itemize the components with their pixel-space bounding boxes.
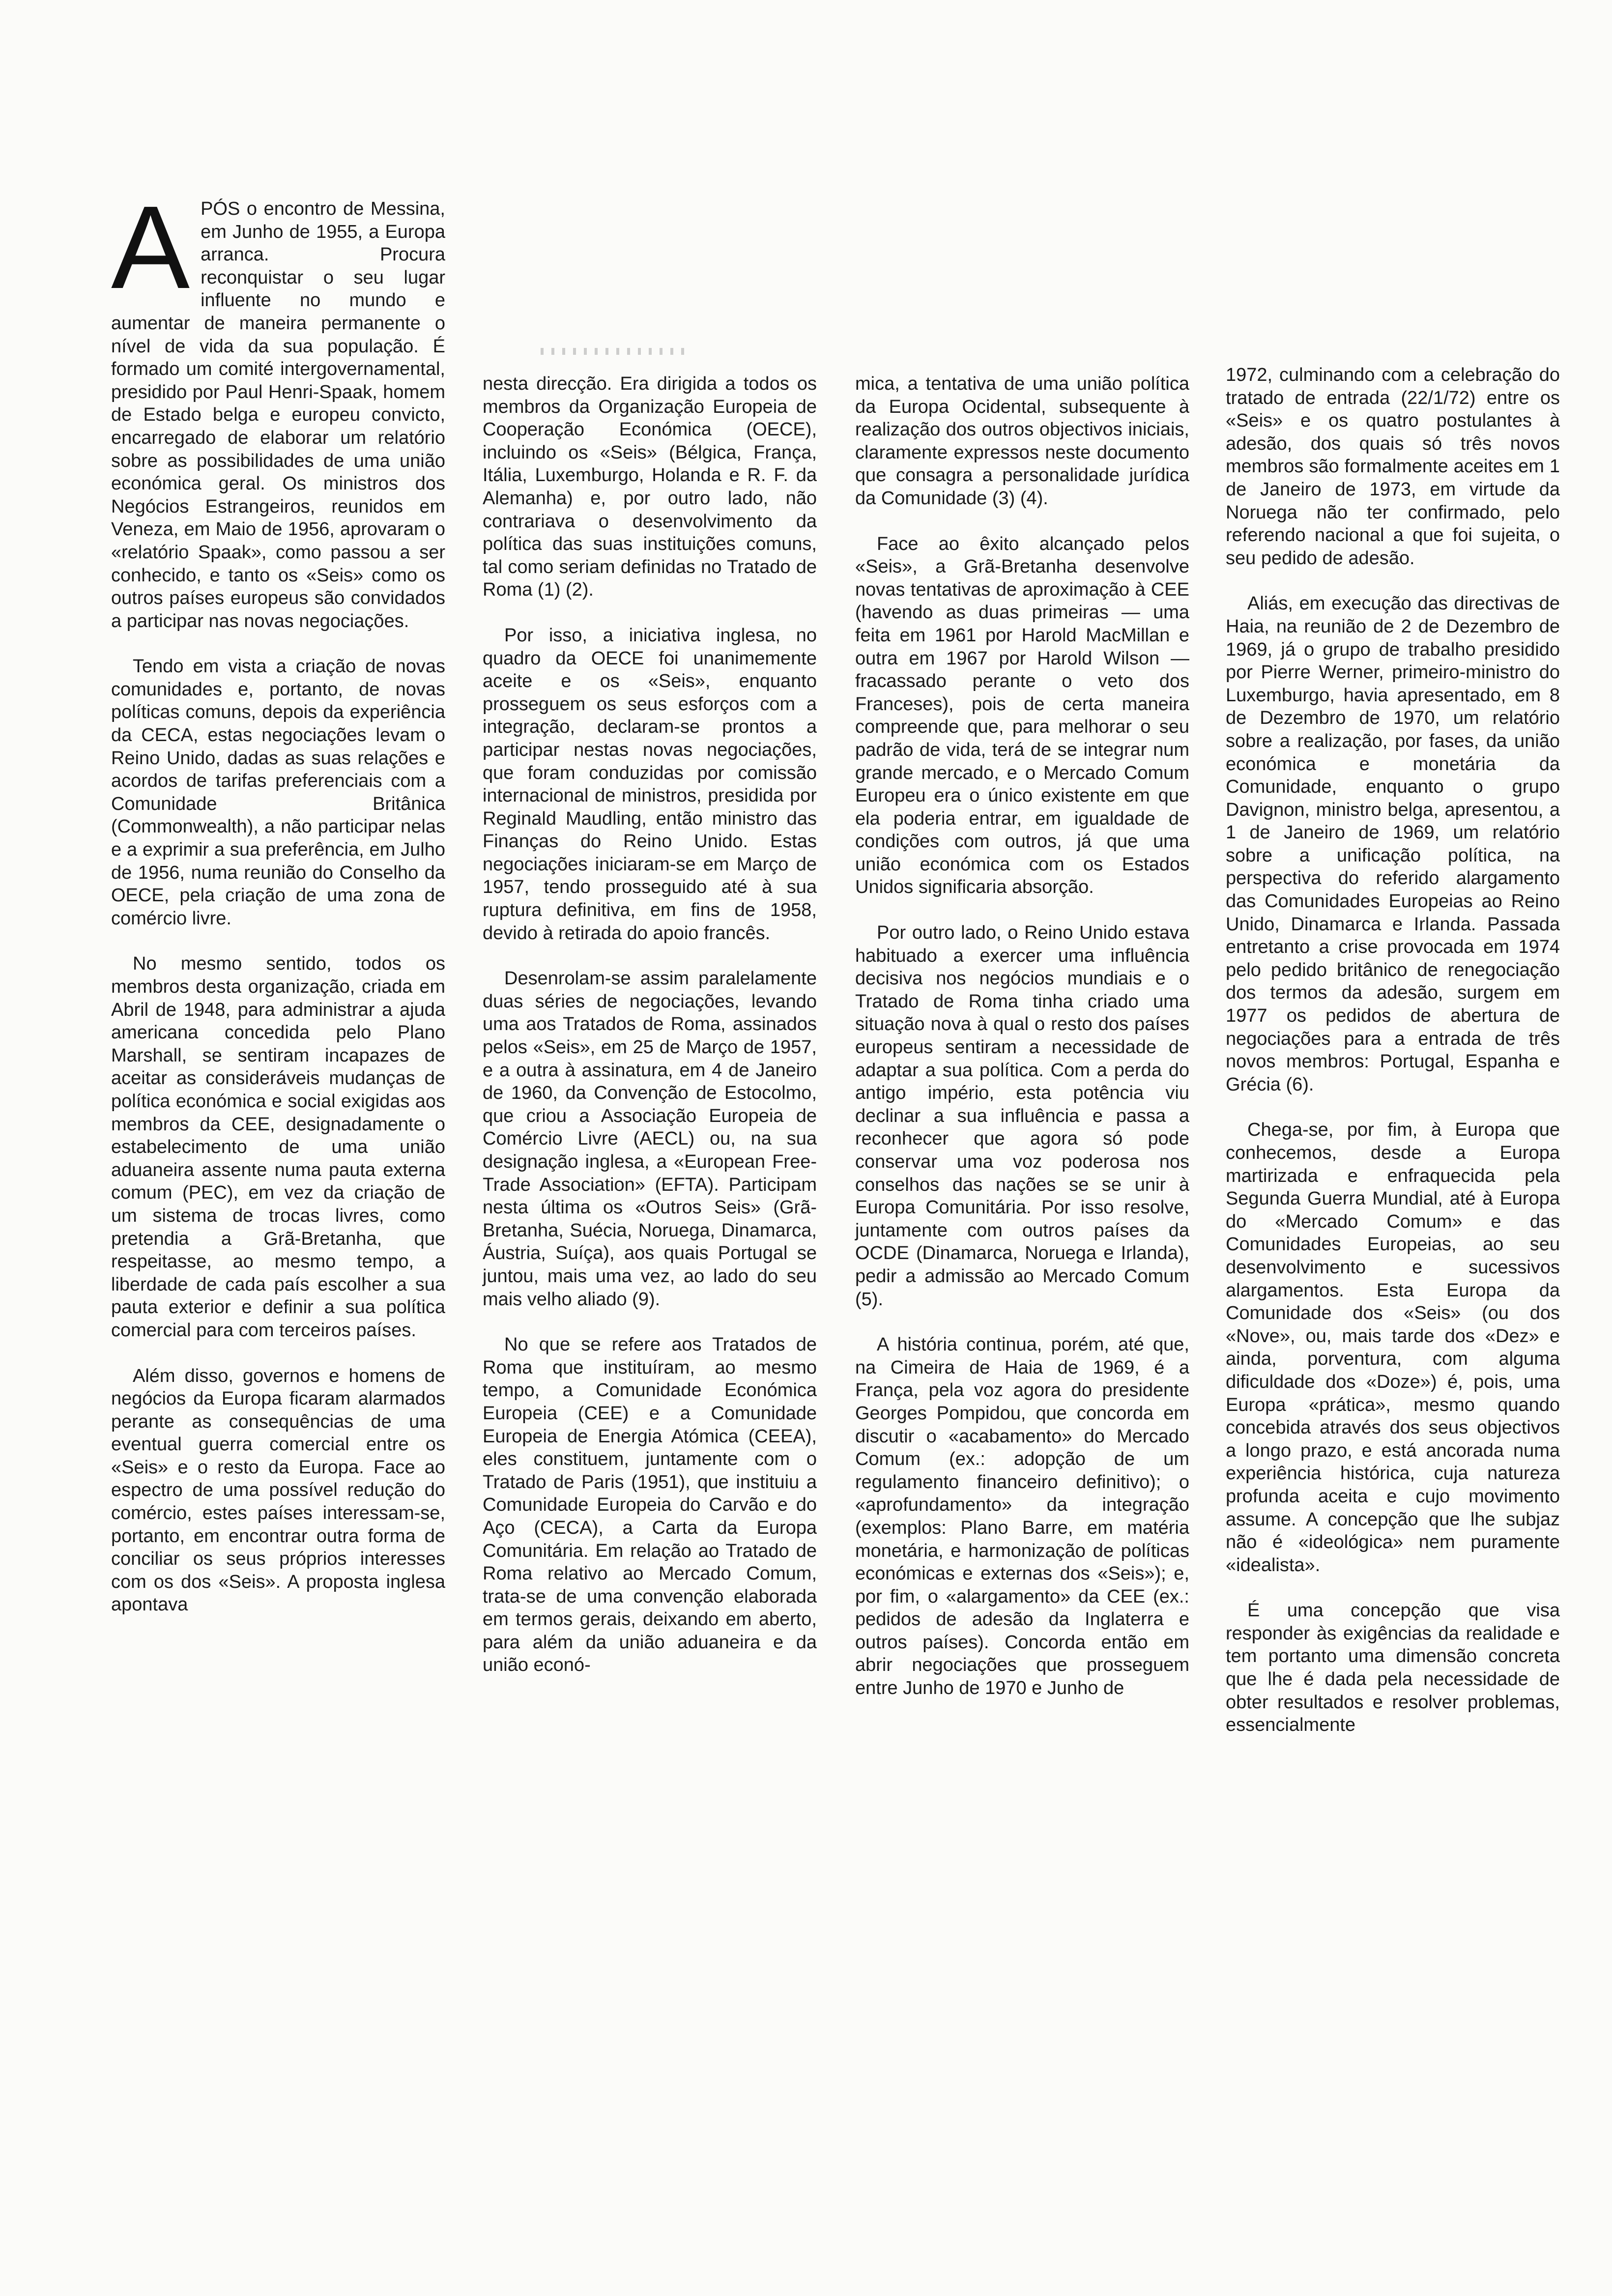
print-smudge bbox=[541, 348, 688, 355]
paragraph bbox=[111, 181, 445, 632]
paragraph: No mesmo sentido, todos os membros desta organização, criada em Abril de 1948, para administrar a ajuda americana concedida pelo Plano Marshall, se sentiram incapazes de aceitar as consideráveis mudanças de política económica e social exigidas aos membros da CEE, designadamente o estabelecimento de uma união aduaneira assente numa pauta externa comum (PEC), em vez da criação de um sistema de trocas livres, como pretendia a Grã-Bretanha, que respeitasse, ao mesmo tempo, a liberdade de cada país escolher a sua pauta exterior e definir a sua política comercial para com terceiros países. bbox=[111, 953, 445, 1341]
paragraph: Aliás, em execução das directivas de Haia, na reunião de 2 de Dezembro de 1969, já o grupo de trabalho presidido por Pierre Werner, primeiro-ministro do Luxemburgo, havia apresentado, em 8 de Dezembro de 1970, um relatório sobre a realização, por fases, da união económica e monetária da Comunidade, enquanto o grupo Davignon, ministro belga, apresentou, a 1 de Janeiro de 1969, um relatório sobre a unificação política, na perspectiva do referido alargamento das Comunidades Europeias ao Reino Unido, Dinamarca e Irlanda. Passada entretanto a crise provocada em 1974 pelo pedido britânico de renegociação dos termos da adesão, surgem em 1977 os pedidos de abertura de negociações para a entrada de três novos membros: Portugal, Espanha e Grécia (6). bbox=[1226, 593, 1560, 1095]
paragraph: Por isso, a iniciativa inglesa, no quadro da OECE foi unanimemente aceite e os «Seis», enquanto prosseguem os seus esforços com a integração, declaram-se prontos a participar nestas novas negociações, que foram conduzidas por comissão internacional de ministros, presidida por Reginald Maudling, então ministro das Finanças do Reino Unido. Estas negociações iniciaram-se em Março de 1957, tendo prosseguido até à sua ruptura definitiva, em fins de 1958, devido à retirada do apoio francês. bbox=[483, 625, 817, 944]
column-2 bbox=[483, 373, 817, 1699]
column-4 bbox=[1226, 364, 1560, 1759]
paragraph: Desenrolam-se assim paralelamente duas séries de negociações, levando uma aos Tratados de Roma, assinados pelos «Seis», em 25 de Março de 1957, e a outra à assinatura, em 4 de Janeiro de 1960, da Convenção de Estocolmo, que criou a Associação Europeia de Comércio Livre (AECL) ou, na sua designação inglesa, a «European Free-Trade Association» (EFTA). Participam nesta última os «Outros Seis» (Grã-Bretanha, Suécia, Noruega, Dinamarca, Áustria, Suíça), aos quais Portugal se juntou, mais uma vez, ao lado do seu mais velho aliado (9). bbox=[483, 968, 817, 1310]
paragraph: Chega-se, por fim, à Europa que conhecemos, desde a Europa martirizada e enfraquecida pela Segunda Guerra Mundial, até à Europa do «Mercado Comum» e das Comunidades Europeias, ao seu desenvolvimento e sucessivos alargamentos. Esta Europa da Comunidade dos «Seis» (ou dos «Nove», ou, mais tarde dos «Dez» e ainda, porventura, com alguma dificuldade dos «Doze») é, pois, uma Europa «prática», mesmo quando concebida através dos seus objectivos a longo prazo, e está ancorada numa experiência histórica, cuja natureza profunda aceita e cujo movimento assume. A concepção que lhe subjaz não é «ideológica» nem puramente «idealista». bbox=[1226, 1119, 1560, 1576]
paragraph: 1972, culminando com a celebração do tratado de entrada (22/1/72) entre os «Seis» e os quatro postulantes à adesão, dos quais só três novos membros são formalmente aceites em 1 de Janeiro de 1973, em virtude da Noruega não ter confirmado, pelo referendo nacional a que foi sujeita, o seu pedido de adesão. bbox=[1226, 365, 1560, 569]
paragraph: Face ao êxito alcançado pelos «Seis», a Grã-Bretanha desenvolve novas tentativas de aproximação à CEE (havendo as duas primeiras — uma feita em 1961 por Harold MacMillan e outra em 1967 por Harold Wilson — fracassado perante o veto dos Franceses), pois de certa maneira compreende que, para melhorar o seu padrão de vida, terá de se integrar num grande mercado, e o Mercado Comum Europeu era o único existente em que ela poderia entrar, em igualdade de condições com outros, já que uma união económica com os Estados Unidos significaria absorção. bbox=[855, 533, 1189, 898]
column-1 bbox=[111, 181, 445, 1639]
paragraph: nesta direcção. Era dirigida a todos os membros da Organização Europeia de Cooperação Económica (OECE), incluindo os «Seis» (Bélgica, França, Itália, Luxemburgo, Holanda e R. F. da Alemanha) e, por outro lado, não contrariava o desenvolvimento da política das suas instituições comuns, tal como seriam definidas no Tratado de Roma (1) (2). bbox=[483, 373, 817, 601]
paragraph: A história continua, porém, até que, na Cimeira de Haia de 1969, é a França, pela voz agora do presidente Georges Pompidou, que concorda em discutir o «acabamento» do Mercado Comum (ex.: adopção de um regulamento financeiro definitivo); o «aprofundamento» da integração (exemplos: Plano Barre, em matéria monetária, e harmonização de políticas económicas e externas dos «Seis»); e, por fim, o «alargamento» da CEE (ex.: pedidos de adesão da Inglaterra e outros países). Concorda então em abrir negociações que prosseguem entre Junho de 1970 e Junho de bbox=[855, 1334, 1189, 1699]
paragraph: Além disso, governos e homens de negócios da Europa ficaram alarmados perante as consequências de uma eventual guerra comercial entre os «Seis» e o resto da Europa. Face ao espectro de uma possível redução do comércio, estes países interessam-se, portanto, em encontrar outra forma de conciliar os seus próprios interesses com os dos «Seis». A proposta inglesa apontava bbox=[111, 1365, 445, 1615]
column-3 bbox=[855, 373, 1189, 1722]
paragraph-text: PÓS o encontro de Messina, em Junho de 1955, a Europa arranca. Procura reconquistar o seu lugar influente no mundo e aumentar de maneira permanente o nível de vida da sua população. É formado um comité intergovernamental, presidido por Paul Henri-Spaak, homem de Estado belga e europeu convicto, encarregado de elaborar um relatório sobre as possibilidades de uma união económica geral. Os ministros dos Negócios Estrangeiros, reunidos em Veneza, em Maio de 1956, aprovaram o «relatório Spaak», como passou a ser conhecido, e tanto os «Seis» como os outros países europeus são convidados a participar nas novas negociações. bbox=[111, 199, 445, 631]
paragraph: mica, a tentativa de uma união política da Europa Ocidental, subsequente à realização dos outros objectivos iniciais, claramente expressos neste documento que consagra a personalidade jurídica da Comunidade (3) (4). bbox=[855, 373, 1189, 509]
drop-cap: A bbox=[111, 181, 190, 313]
paragraph: Tendo em vista a criação de novas comunidades e, portanto, de novas políticas comuns, depois da experiência da CECA, estas negociações levam o Reino Unido, dadas as suas relações e acordos de tarifas preferenciais com a Comunidade Britânica (Commonwealth), a não participar nelas e a exprimir a sua preferência, em Julho de 1956, numa reunião do Conselho da OECE, pela criação de uma zona de comércio livre. bbox=[111, 656, 445, 929]
paragraph: Por outro lado, o Reino Unido estava habituado a exercer uma influência decisiva nos negócios mundiais e o Tratado de Roma tinha criado uma situação nova à qual o resto dos países europeus sentiram a necessidade de adaptar a sua política. Com a perda do antigo império, esta potência viu declinar a sua influência e passa a reconhecer que agora só pode conservar uma voz poderosa nos conselhos das nações se se unir à Europa Comunitária. Por isso resolve, juntamente com outros países da OCDE (Dinamarca, Noruega e Irlanda), pedir a admissão ao Mercado Comum (5). bbox=[855, 922, 1189, 1310]
paragraph: No que se refere aos Tratados de Roma que instituíram, ao mesmo tempo, a Comunidade Económica Europeia (CEE) e a Comunidade Europeia de Energia Atómica (CEEA), eles constituem, juntamente com o Tratado de Paris (1951), que instituiu a Comunidade Europeia do Carvão e do Aço (CECA), a Carta da Europa Comunitária. Em relação ao Tratado de Roma relativo ao Mercado Comum, trata-se de uma convenção elaborada em termos gerais, deixando em aberto, para além da união aduaneira e da união econó- bbox=[483, 1334, 817, 1676]
paragraph: É uma concepção que visa responder às exigências da realidade e tem portanto uma dimensão concreta que lhe é dada pela necessidade de obter resultados e resolver problemas, essencialmente bbox=[1226, 1600, 1560, 1736]
